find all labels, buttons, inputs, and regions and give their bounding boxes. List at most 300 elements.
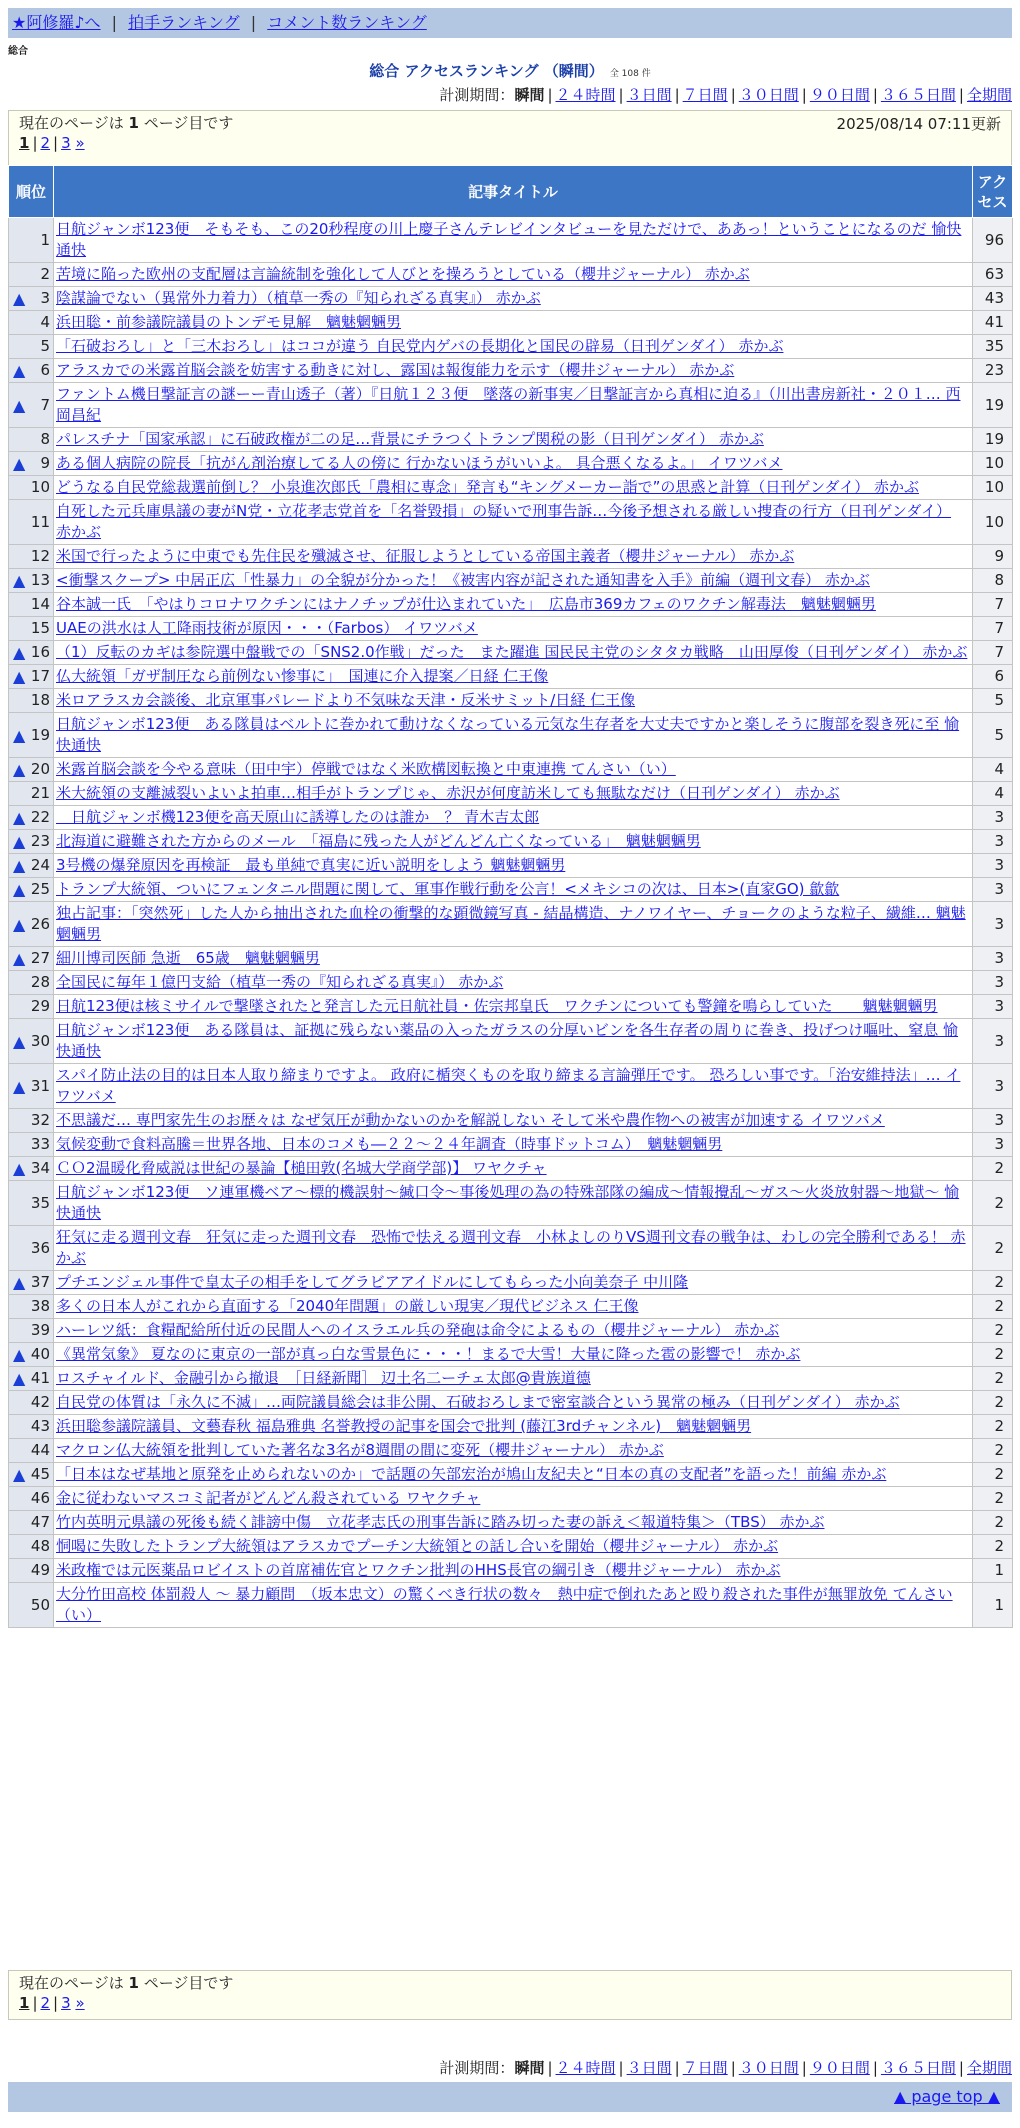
table-row [9, 689, 1013, 713]
title-cell [54, 335, 973, 359]
access-count: 2 [973, 1271, 1013, 1295]
title-cell [54, 500, 973, 545]
title-cell [54, 452, 973, 476]
rank-up-arrow-icon: ▲ [13, 395, 26, 415]
access-count: 7 [973, 641, 1013, 665]
rank-number: 10 [30, 478, 50, 496]
rank-cell [9, 335, 54, 359]
rank-number: 3 [40, 289, 50, 307]
rank-cell [9, 617, 54, 641]
article-link[interactable]: マクロン仏大統領を批判していた著名な3名が8週間の間に変死（櫻井ジャーナル） 赤かぶ [56, 1441, 664, 1459]
title-cell [54, 1271, 973, 1295]
table-row [9, 713, 1013, 758]
rank-cell [9, 359, 54, 383]
title-cell [54, 854, 973, 878]
rank-number: 33 [30, 1135, 50, 1153]
table-row [9, 359, 1013, 383]
access-count: 41 [973, 311, 1013, 335]
pager-page-link[interactable]: 3 [61, 1994, 71, 2012]
pager-current-page: 1 [19, 134, 30, 152]
table-row [9, 1157, 1013, 1181]
article-link[interactable]: 谷本誠一氏 「やはりコロナワクチンにはナノチップが仕込まれていた」 広島市369カフェのワクチン解毒法 魑魅魍魎男 [56, 595, 876, 613]
rank-cell [9, 641, 54, 665]
rank-number: 19 [30, 725, 50, 744]
table-row [9, 1535, 1013, 1559]
title-cell [54, 902, 973, 947]
rank-up-arrow-icon: ▲ [13, 643, 26, 662]
breadcrumb: 総合 [8, 46, 28, 57]
rank-cell [9, 947, 54, 971]
title-cell [54, 1319, 973, 1343]
table-row [9, 218, 1013, 263]
rank-number: 6 [40, 361, 50, 379]
title-cell [54, 1226, 973, 1271]
rank-number: 11 [30, 512, 50, 531]
period-option-link[interactable]: ９０日間 [809, 86, 870, 104]
period-selector-bottom [439, 2058, 1012, 2078]
rank-cell [9, 1559, 54, 1583]
rank-up-arrow-icon: ▲ [13, 725, 26, 745]
rank-number: 35 [30, 1193, 50, 1212]
rank-cell [9, 1271, 54, 1295]
page-info-panel-bottom [8, 1970, 1012, 2020]
rank-number: 7 [40, 395, 50, 414]
article-link[interactable]: <衝撃スクープ> 中居正広「性暴力」の全貌が分かった！《被害内容が記された通知書を入手》前編（週刊文春） 赤かぶ [56, 571, 870, 589]
title-cell [54, 617, 973, 641]
table-row [9, 617, 1013, 641]
access-count: 2 [973, 1226, 1013, 1271]
article-link[interactable]: 金に従わないマスコミ記者がどんどん殺されている ワヤクチャ [56, 1489, 481, 1507]
access-count: 3 [973, 1064, 1013, 1109]
rank-up-arrow-icon: ▲ [13, 760, 26, 779]
rank-number: 26 [30, 914, 50, 933]
title-cell [54, 947, 973, 971]
article-link[interactable]: 米政権では元医薬品ロビイストの首席補佐官とワクチン批判のHHS長官の綱引き（櫻井ジャーナル） 赤かぶ [56, 1561, 781, 1579]
period-separator: | [801, 86, 807, 104]
title-cell [54, 1367, 973, 1391]
title-cell [54, 878, 973, 902]
rank-number: 39 [30, 1321, 50, 1339]
rank-cell [9, 1109, 54, 1133]
pager-bottom [19, 1993, 1001, 2013]
article-link[interactable]: 日航ジャンボ機123便を高天原山に誘導したのは誰か ？ 青木吉太郎 [56, 808, 540, 826]
article-link[interactable]: ファントム機目撃証言の謎ーー青山透子（著）『日航１２３便 墜落の新事実／目撃証言から真相に迫る』（川出書房新社・２０１… 西岡昌紀 [56, 385, 961, 424]
period-separator: | [674, 2059, 680, 2077]
title-cell [54, 428, 973, 452]
access-count: 1 [973, 1559, 1013, 1583]
table-row [9, 1271, 1013, 1295]
rank-up-arrow-icon: ▲ [13, 1031, 26, 1051]
article-link[interactable]: ＣＯ2温暖化脅威説は世紀の暴論【槌田敦(名城大学商学部)】 ワヤクチャ [56, 1159, 547, 1177]
article-link[interactable]: 浜田聡・前参議院議員のトンデモ見解 魑魅魍魎男 [56, 313, 402, 331]
period-option-link[interactable]: ３６５日間 [880, 86, 956, 104]
title-cell [54, 1535, 973, 1559]
pager-separator: | [32, 134, 38, 152]
rank-up-arrow-icon: ▲ [13, 1465, 26, 1484]
title-cell [54, 1391, 973, 1415]
rank-cell [9, 1487, 54, 1511]
table-row [9, 1439, 1013, 1463]
rank-number: 9 [40, 454, 50, 472]
rank-cell [9, 1157, 54, 1181]
rank-number: 21 [30, 784, 50, 802]
page-top-link[interactable]: ▲ page top ▲ [893, 2087, 1000, 2106]
table-row [9, 1109, 1013, 1133]
rank-number: 34 [30, 1159, 50, 1177]
title-cell [54, 758, 973, 782]
access-count: 7 [973, 593, 1013, 617]
table-row [9, 902, 1013, 947]
rank-cell [9, 854, 54, 878]
article-link[interactable]: 恫喝に失敗したトランプ大統領はアラスカでプーチン大統領との話し合いを開始（櫻井ジャーナル） 赤かぶ [56, 1537, 779, 1555]
rank-cell [9, 1583, 54, 1628]
period-option-link[interactable]: ３日間 [626, 2059, 672, 2077]
article-link[interactable]: スパイ防止法の目的は日本人取り締まりですよ。 政府に楯突くものを取り締まる言論弾圧です。 恐ろしい事です。「治安維持法」… イワツバメ [56, 1066, 961, 1105]
access-count: 2 [973, 1415, 1013, 1439]
current-page-text: 現在のページは 1 ページ目です [19, 114, 234, 132]
article-link[interactable]: UAEの洪水は人工降雨技術が原因・・・（Farbos） イワツバメ [56, 619, 478, 637]
table-row [9, 806, 1013, 830]
rank-number: 20 [30, 760, 50, 778]
title-cell [54, 1487, 973, 1511]
title-cell [54, 1157, 973, 1181]
pager-page-link[interactable]: 2 [40, 134, 51, 152]
title-cell [54, 1295, 973, 1319]
rank-cell [9, 569, 54, 593]
table-row [9, 1487, 1013, 1511]
rank-number: 4 [40, 313, 50, 331]
period-option-link[interactable]: ３日間 [626, 86, 672, 104]
rank-cell [9, 500, 54, 545]
rank-cell [9, 311, 54, 335]
article-link[interactable]: 独占記事：「突然死」した人から抽出された血栓の衝撃的な顕微鏡写真 - 結晶構造、ナノワイヤー、チョークのような粒子、繊維… 魑魅魍魎男 [56, 904, 966, 943]
article-link[interactable]: 気候変動で食料高騰＝世界各地、日本のコメも―２２～２４年調査（時事ドットコム） 魑魅魍魎男 [56, 1135, 723, 1153]
article-link[interactable]: 仏大統領「ガザ制圧なら前例ない惨事に」 国連に介入提案／日経 仁王像 [56, 667, 549, 685]
rank-up-arrow-icon: ▲ [13, 949, 26, 968]
access-count: 2 [973, 1343, 1013, 1367]
access-count: 2 [973, 1319, 1013, 1343]
rank-number: 42 [30, 1393, 50, 1411]
rank-cell [9, 428, 54, 452]
rank-number: 49 [30, 1561, 50, 1579]
article-link[interactable]: プチエンジェル事件で皇太子の相手をしてグラビアアイドルにしてもらった小向美奈子 中川隆 [56, 1273, 689, 1291]
article-link[interactable]: 竹内英明元県議の死後も続く誹謗中傷 立花孝志氏の刑事告訴に踏み切った妻の訴え＜報道特集＞（TBS） 赤かぶ [56, 1513, 825, 1531]
nav-separator: | [111, 13, 118, 32]
title-cell [54, 287, 973, 311]
access-count: 10 [973, 476, 1013, 500]
table-row [9, 1064, 1013, 1109]
period-separator: | [547, 2059, 553, 2077]
access-count: 35 [973, 335, 1013, 359]
period-separator: | [730, 86, 736, 104]
access-header: アクセス [973, 166, 1013, 218]
table-row [9, 1559, 1013, 1583]
access-count: 2 [973, 1511, 1013, 1535]
rank-up-arrow-icon: ▲ [13, 1159, 26, 1178]
article-link[interactable]: どうなる自民党総裁選前倒し？ 小泉進次郎氏「農相に専念」発言も“キングメーカー詣で”の思惑と計算（日刊ゲンダイ） 赤かぶ [56, 478, 919, 496]
table-row [9, 878, 1013, 902]
article-link[interactable]: 自死した元兵庫県議の妻がN党・立花孝志党首を「名誉毀損」の疑いで刑事告訴…今後予想される厳しい捜査の行方（日刊ゲンダイ） 赤かぶ [56, 502, 952, 541]
rank-cell [9, 1391, 54, 1415]
table-row [9, 311, 1013, 335]
article-link[interactable]: 浜田聡参議院議員、文藝春秋 福島雅典 名誉教授の記事を国会で批判 (藤江3rdチャンネル) 魑魅魍魎男 [56, 1417, 752, 1435]
period-option-link[interactable]: ２４時間 [555, 86, 616, 104]
applause-ranking-link[interactable]: 拍手ランキング [128, 13, 240, 32]
rank-up-arrow-icon: ▲ [13, 1369, 26, 1388]
rank-up-arrow-icon: ▲ [13, 361, 26, 380]
period-option-link[interactable]: ７日間 [682, 86, 728, 104]
table-row [9, 971, 1013, 995]
rank-cell [9, 476, 54, 500]
title-cell [54, 830, 973, 854]
access-count: 5 [973, 713, 1013, 758]
rank-cell [9, 1439, 54, 1463]
rank-cell [9, 758, 54, 782]
access-count: 2 [973, 1367, 1013, 1391]
rank-cell [9, 1064, 54, 1109]
rank-cell [9, 971, 54, 995]
rank-cell [9, 1181, 54, 1226]
access-count: 19 [973, 428, 1013, 452]
title-cell [54, 689, 973, 713]
rank-up-arrow-icon: ▲ [13, 454, 26, 473]
article-link[interactable]: 《異常気象》 夏なのに東京の一部が真っ白な雪景色に・・・！まるで大雪！大量に降った雹の影響で！ 赤かぶ [56, 1345, 801, 1363]
access-count: 4 [973, 782, 1013, 806]
access-count: 3 [973, 1133, 1013, 1157]
rank-cell [9, 1511, 54, 1535]
access-count: 3 [973, 830, 1013, 854]
rank-cell [9, 545, 54, 569]
access-count: 10 [973, 500, 1013, 545]
article-link[interactable]: 全国民に毎年１億円支給（植草一秀の『知られざる真実』） 赤かぶ [56, 973, 504, 991]
table-header-row [9, 166, 1013, 218]
article-link[interactable]: 細川博司医師 急逝 65歳 魑魅魍魎男 [56, 949, 320, 967]
rank-number: 23 [30, 832, 50, 850]
title-cell [54, 1559, 973, 1583]
table-row [9, 1415, 1013, 1439]
top-nav-bar [8, 8, 1012, 38]
table-row [9, 383, 1013, 428]
access-count: 43 [973, 287, 1013, 311]
rank-number: 5 [40, 337, 50, 355]
article-link[interactable]: 日航ジャンボ123便 ソ連軍機ベア～標的機誤射～緘口令～事後処理の為の特殊部隊の編成～情報攪乱～ガス～火炎放射器～地獄～ 愉快通快 [56, 1183, 960, 1222]
table-row [9, 335, 1013, 359]
period-option-link[interactable]: 全期間 [966, 86, 1012, 104]
period-current: 瞬間 [514, 2059, 545, 2077]
pager-page-link[interactable]: 2 [40, 1994, 51, 2012]
pager-current-page: 1 [19, 1994, 30, 2012]
rank-header: 順位 [9, 166, 54, 218]
period-option-link[interactable]: ９０日間 [809, 2059, 870, 2077]
article-link[interactable]: 米ロアラスカ会談後、北京軍事パレードより不気味な天津・反米サミット/日経 仁王像 [56, 691, 636, 709]
pager-next-link[interactable]: » [75, 1994, 85, 2012]
rank-cell [9, 782, 54, 806]
rank-up-arrow-icon: ▲ [13, 1273, 26, 1292]
access-count: 3 [973, 971, 1013, 995]
title-header: 記事タイトル [54, 166, 973, 218]
article-link[interactable]: 「石破おろし」と「三木おろし」はココが違う 自民党内ゲバの長期化と国民の辟易（日刊ゲンダイ） 赤かぶ [56, 337, 784, 355]
rank-cell [9, 452, 54, 476]
article-link[interactable]: ある個人病院の院長「抗がん剤治療してる人の傍に 行かないほうがいいよ。 具合悪くなるよ。」 イワツバメ [56, 454, 783, 472]
table-row [9, 263, 1013, 287]
article-link[interactable]: アラスカでの米露首脳会談を妨害する動きに対し、露国は報復能力を示す（櫻井ジャーナル） 赤かぶ [56, 361, 735, 379]
period-option-link[interactable]: ７日間 [682, 2059, 728, 2077]
title-cell [54, 641, 973, 665]
access-count: 5 [973, 689, 1013, 713]
article-link[interactable]: 米露首脳会談を今やる意味（田中宇）停戦ではなく米欧構図転換と中東連携 てんさい（い） [56, 760, 676, 778]
access-count: 3 [973, 947, 1013, 971]
table-row [9, 758, 1013, 782]
period-option-link[interactable]: 全期間 [966, 2059, 1012, 2077]
table-row [9, 995, 1013, 1019]
rank-cell [9, 287, 54, 311]
access-count: 2 [973, 1391, 1013, 1415]
title-cell [54, 545, 973, 569]
article-link[interactable]: （1）反転のカギは参院選中盤戦での「SNS2.0作戦」だった また躍進 国民民主党のシタタカ戦略 山田厚俊（日刊ゲンダイ） 赤かぶ [56, 643, 968, 661]
rank-number: 50 [30, 1595, 50, 1614]
title-cell [54, 311, 973, 335]
rank-up-arrow-icon: ▲ [13, 1076, 26, 1096]
article-link[interactable]: 日航ジャンボ123便 そもそも、この20秒程度の川上慶子さんテレビインタビューを見ただけで、ああっ！ということになるのだ 愉快通快 [56, 220, 962, 259]
rank-number: 18 [30, 691, 50, 709]
title-cell [54, 1019, 973, 1064]
article-link[interactable]: 日航ジャンボ123便 ある隊員はベルトに巻かれて動けなくなっている元気な生存者を大丈夫ですかと楽しそうに腹部を裂き死に至 愉快通快 [56, 715, 960, 754]
rank-up-arrow-icon: ▲ [13, 808, 26, 827]
article-link[interactable]: 北海道に避難された方からのメール 「福島に残った人がどんどん亡くなっている」 魑魅魍魎男 [56, 832, 701, 850]
period-option-link[interactable]: ３０日間 [738, 2059, 799, 2077]
pager-top [19, 133, 1001, 153]
access-count: 3 [973, 878, 1013, 902]
rank-number: 43 [30, 1417, 50, 1435]
access-count: 2 [973, 1463, 1013, 1487]
period-option-link[interactable]: ３６５日間 [880, 2059, 956, 2077]
rank-number: 38 [30, 1297, 50, 1315]
rank-cell [9, 1535, 54, 1559]
table-row [9, 569, 1013, 593]
home-link[interactable]: ★阿修羅♪へ [12, 13, 101, 32]
title-cell [54, 1343, 973, 1367]
article-link[interactable]: 日航123便は核ミサイルで撃墜されたと発言した元日航社員・佐宗邦皇氏 ワクチンについても警鐘を鳴らしていた 魑魅魍魎男 [56, 997, 938, 1015]
pager-next-link[interactable]: » [75, 134, 85, 152]
period-separator: | [958, 2059, 964, 2077]
rank-cell [9, 689, 54, 713]
rank-up-arrow-icon: ▲ [13, 880, 26, 899]
rank-cell [9, 1226, 54, 1271]
article-link[interactable]: トランプ大統領、ついにフェンタニル問題に関して、軍事作戦行動を公言！<メキシコの次は、日本>(直家GO) 歙歙 [56, 880, 840, 898]
access-count: 3 [973, 902, 1013, 947]
article-link[interactable]: 「日本はなぜ基地と原発を止められないのか」で話題の矢部宏治が鳩山友紀夫と“日本の真の支配者”を語った！前編 赤かぶ [56, 1465, 887, 1483]
rank-number: 46 [30, 1489, 50, 1507]
rank-number: 36 [30, 1238, 50, 1257]
pager-page-link[interactable]: 3 [61, 134, 71, 152]
rank-number: 45 [30, 1465, 50, 1483]
rank-number: 1 [40, 230, 50, 249]
article-link[interactable]: 米国で行ったように中東でも先住民を殲滅させ、征服しようとしている帝国主義者（櫻井ジャーナル） 赤かぶ [56, 547, 795, 565]
table-row [9, 1367, 1013, 1391]
period-separator: | [872, 86, 878, 104]
access-count: 2 [973, 1181, 1013, 1226]
rank-number: 47 [30, 1513, 50, 1531]
rank-number: 44 [30, 1441, 50, 1459]
updated-timestamp: 2025/08/14 07:11更新 [836, 115, 1001, 133]
article-link[interactable]: 狂気に走る週刊文春 狂気に走った週刊文春 恐怖で怯える週刊文春 小林よしのりVS週刊文春の戦争は、わしの完全勝利である！ 赤かぶ [56, 1228, 966, 1267]
rank-number: 12 [30, 547, 50, 565]
rank-up-arrow-icon: ▲ [13, 856, 26, 875]
article-link[interactable]: 自民党の体質は「永久に不滅」…両院議員総会は非公開、石破おろしまで密室談合という異常の極み（日刊ゲンダイ） 赤かぶ [56, 1393, 900, 1411]
table-row [9, 1319, 1013, 1343]
access-count: 2 [973, 1487, 1013, 1511]
article-link[interactable]: 多くの日本人がこれから直面する「2040年問題」の厳しい現実／現代ビジネス 仁王像 [56, 1297, 639, 1315]
article-link[interactable]: 日航ジャンボ123便 ある隊員は、証拠に残らない薬品の入ったガラスの分厚いビンを各生存者の周りに巻き、投げつけ嘔吐、窒息 愉快通快 [56, 1021, 959, 1060]
period-separator: | [958, 86, 964, 104]
article-link[interactable]: ロスチャイルド、金融引から撤退 ［日経新聞］ 辺土名二ーチェ太郎@貴族道德 [56, 1369, 591, 1387]
page-title [0, 60, 1020, 85]
article-link[interactable]: ハーレツ紙：食糧配給所付近の民間人へのイスラエル兵の発砲は命令によるもの（櫻井ジャーナル） 赤かぶ [56, 1321, 780, 1339]
period-separator: | [730, 2059, 736, 2077]
table-row [9, 854, 1013, 878]
rank-number: 37 [30, 1273, 50, 1291]
pager-separator: | [53, 134, 59, 152]
access-count: 9 [973, 545, 1013, 569]
article-link[interactable]: 不思議だ… 専門家先生のお歴々は なぜ気圧が動かないのかを解説しない そして米や農作物への被害が加速する イワツバメ [56, 1111, 885, 1129]
title-cell [54, 1181, 973, 1226]
title-cell [54, 806, 973, 830]
period-separator: | [618, 86, 624, 104]
table-row [9, 1133, 1013, 1157]
table-row [9, 782, 1013, 806]
period-separator: | [618, 2059, 624, 2077]
period-option-link[interactable]: ２４時間 [555, 2059, 616, 2077]
rank-cell [9, 1343, 54, 1367]
rank-number: 27 [30, 949, 50, 967]
rank-cell [9, 218, 54, 263]
access-count: 8 [973, 569, 1013, 593]
access-count: 3 [973, 854, 1013, 878]
rank-number: 22 [30, 808, 50, 826]
article-link[interactable]: パレスチナ「国家承認」に石破政権が二の足…背景にチラつくトランプ関税の影（日刊ゲンダイ） 赤かぶ [56, 430, 764, 448]
period-option-link[interactable]: ３０日間 [738, 86, 799, 104]
rank-cell [9, 806, 54, 830]
comment-ranking-link[interactable]: コメント数ランキング [267, 13, 427, 32]
article-link[interactable]: 苦境に陥った欧州の支配層は言論統制を強化して人びとを操ろうとしている（櫻井ジャーナル） 赤かぶ [56, 265, 750, 283]
article-link[interactable]: 大分竹田高校 体罰殺人 ～ 暴力顧問 （坂本忠文）の驚くべき行状の数々 熱中症で倒れたあと殴り殺された事件が無罪放免 てんさい（い） [56, 1585, 953, 1624]
period-selector-top [439, 85, 1012, 105]
ranking-table [8, 165, 1013, 1628]
rank-cell [9, 878, 54, 902]
title-cell [54, 1133, 973, 1157]
rank-number: 29 [30, 997, 50, 1015]
rank-cell [9, 1133, 54, 1157]
rank-number: 15 [30, 619, 50, 637]
item-count: 全 108 件 [609, 69, 651, 79]
article-link[interactable]: 陰謀論でない（異常外力着力）（植草一秀の『知られざる真実』） 赤かぶ [56, 289, 541, 307]
access-count: 10 [973, 452, 1013, 476]
rank-up-arrow-icon: ▲ [13, 667, 26, 686]
rank-number: 32 [30, 1111, 50, 1129]
table-row [9, 1019, 1013, 1064]
rank-number: 48 [30, 1537, 50, 1555]
title-cell [54, 569, 973, 593]
article-link[interactable]: 米大統領の支離滅裂いよいよ拍車…相手がトランプじゃ、赤沢が何度訪米しても無駄なだけ（日刊ゲンダイ） 赤かぶ [56, 784, 840, 802]
rank-cell [9, 830, 54, 854]
rank-cell [9, 1019, 54, 1064]
rank-cell [9, 713, 54, 758]
rank-cell [9, 665, 54, 689]
access-count: 3 [973, 806, 1013, 830]
article-link[interactable]: 3号機の爆発原因を再検証 最も単純で真実に近い説明をしよう 魑魅魍魎男 [56, 856, 566, 874]
period-current: 瞬間 [514, 86, 545, 104]
rank-up-arrow-icon: ▲ [13, 832, 26, 851]
